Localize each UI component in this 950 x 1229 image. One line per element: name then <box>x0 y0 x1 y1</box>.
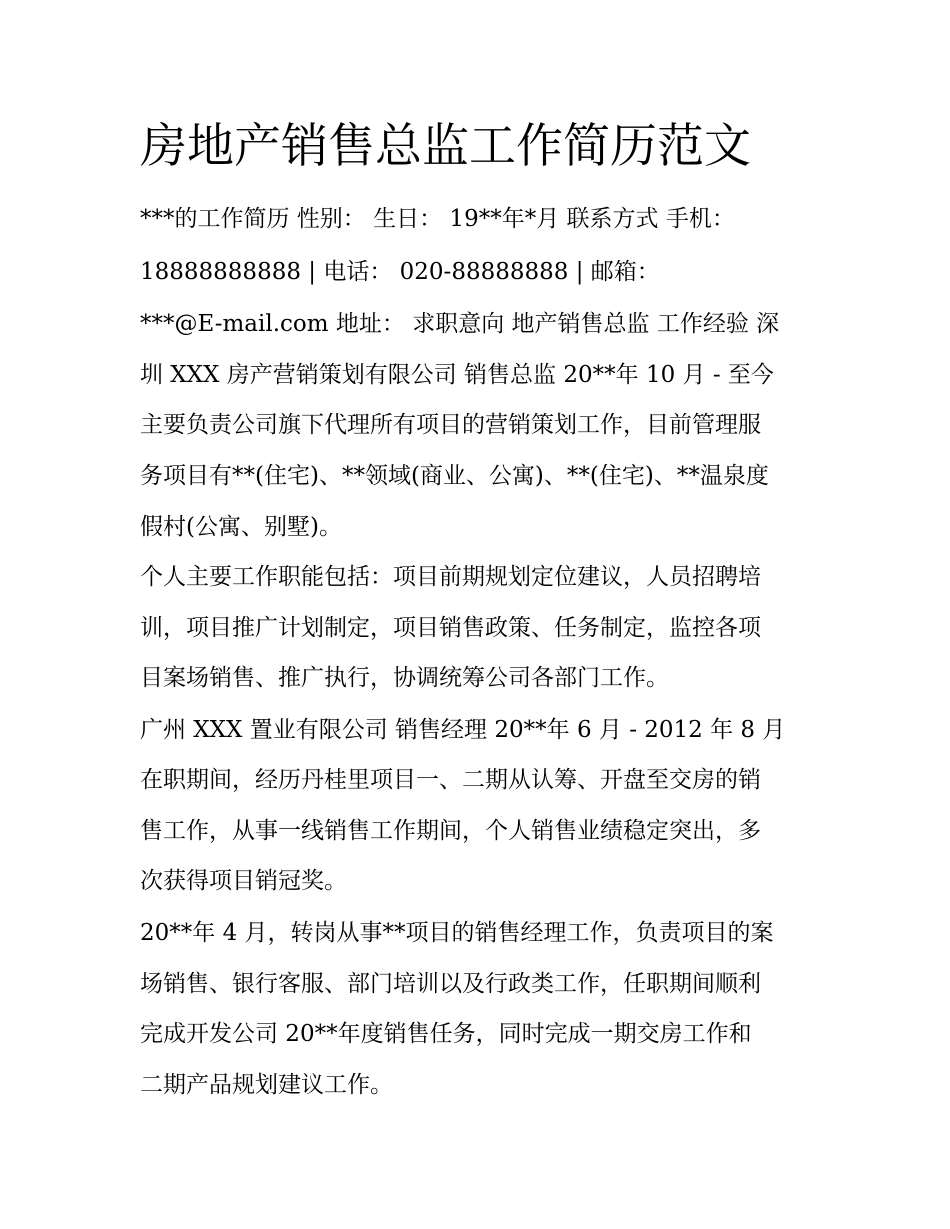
text-line-job-2-transfer-4: 二期产品规划建议工作。 <box>140 1072 393 1098</box>
text-line-job-2-desc-2: 售工作，从事一线销售工作期间，个人销售业绩稳定突出，多 <box>140 818 761 844</box>
text-line-job-1-header: 圳 XXX 房产营销策划有限公司 销售总监 20**年 10 月 - 至今 <box>140 362 774 388</box>
text-line-job-2-desc-1: 在职期间，经历丹桂里项目一、二期从认筹、开盘至交房的销 <box>140 767 761 793</box>
text-line-job-2-header: 广州 XXX 置业有限公司 销售经理 20**年 6 月 - 2012 年 8 月 <box>140 717 786 743</box>
text-line-personal-info: ***的工作简历 性别： 生日： 19**年*月 联系方式 手机： <box>140 206 735 232</box>
text-line-job-1-duties-1: 个人主要工作职能包括：项目前期规划定位建议，人员招聘培 <box>140 564 761 590</box>
text-line-email-objective: ***@E-mail.com 地址： 求职意向 地产销售总监 工作经验 深 <box>140 311 780 337</box>
text-line-job-2-desc-3: 次获得项目销冠奖。 <box>140 868 347 894</box>
text-line-job-1-desc-3: 假村(公寓、别墅)。 <box>140 514 342 540</box>
text-line-job-1-desc-2: 务项目有**(住宅)、**领域(商业、公寓)、**(住宅)、**温泉度 <box>140 463 769 489</box>
text-line-job-2-transfer-1: 20**年 4 月，转岗从事**项目的销售经理工作，负责项目的案 <box>140 920 774 946</box>
text-line-contact: 18888888888 | 电话： 020-88888888 | 邮箱： <box>140 259 660 285</box>
text-line-job-2-transfer-3: 完成开发公司 20**年度销售任务，同时完成一期交房工作和 <box>140 1021 752 1047</box>
document-title: 房地产销售总监工作简历范文 <box>140 119 751 174</box>
text-line-job-1-duties-3: 目案场销售、推广执行，协调统筹公司各部门工作。 <box>140 665 669 691</box>
text-line-job-1-duties-2: 训，项目推广计划制定，项目销售政策、任务制定，监控各项 <box>140 615 761 641</box>
text-line-job-1-desc-1: 主要负责公司旗下代理所有项目的营销策划工作，目前管理服 <box>140 412 761 438</box>
text-line-job-2-transfer-2: 场销售、银行客服、部门培训以及行政类工作，任职期间顺利 <box>140 971 761 997</box>
